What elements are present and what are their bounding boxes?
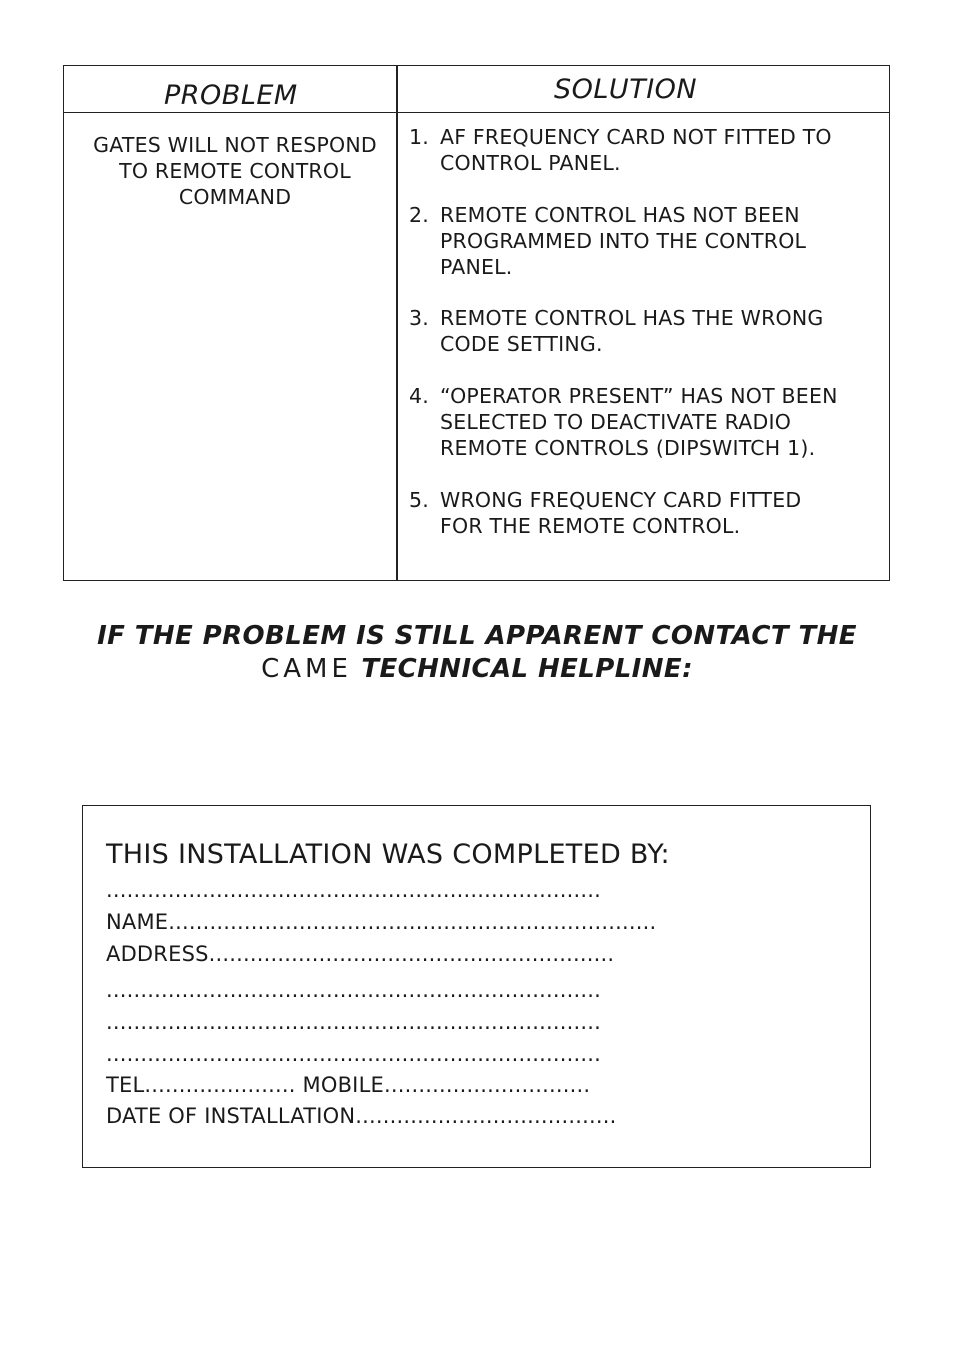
installation-title: THIS INSTALLATION WAS COMPLETED BY: (106, 839, 670, 870)
solution-line: REMOTE CONTROL HAS THE WRONG (440, 306, 824, 330)
solution-line: REMOTE CONTROLS (DIPSWITCH 1). (440, 436, 816, 460)
solution-header: SOLUTION (554, 74, 698, 105)
helpline-line-1: IF THE PROBLEM IS STILL APPARENT CONTACT THE (97, 621, 857, 651)
solution-number: 3. (409, 306, 429, 330)
tel-mobile-line: TEL...................... MOBILE.............................. (106, 1073, 591, 1097)
blank-line: ........................................................................ (106, 1042, 602, 1066)
blank-line: ........................................................................ (106, 878, 602, 902)
solution-item-1 (409, 124, 879, 176)
solution-line: CODE SETTING. (440, 332, 603, 356)
brand-name: CAME (261, 654, 352, 684)
solution-number: 2. (409, 203, 429, 227)
solution-line: “OPERATOR PRESENT” HAS NOT BEEN (440, 384, 838, 408)
solution-number: 5. (409, 488, 429, 512)
solution-line: FOR THE REMOTE CONTROL. (440, 514, 741, 538)
name-line: NAME....................................................................... (106, 910, 657, 934)
address-line: ADDRESS........................................................... (106, 942, 615, 966)
solution-number: 1. (409, 125, 429, 149)
solution-number: 4. (409, 384, 429, 408)
column-divider (396, 66, 398, 580)
solution-line: SELECTED TO DEACTIVATE RADIO (440, 410, 792, 434)
solution-item-3 (409, 305, 879, 357)
solution-line: REMOTE CONTROL HAS NOT BEEN (440, 203, 800, 227)
problem-line: GATES WILL NOT RESPOND (93, 133, 377, 157)
blank-line: ........................................................................ (106, 978, 602, 1002)
helpline-notice (0, 620, 954, 686)
solution-line: PANEL. (440, 255, 513, 279)
troubleshooting-table (63, 65, 890, 581)
problem-line: COMMAND (178, 185, 292, 209)
solution-line: PROGRAMMED INTO THE CONTROL (440, 229, 807, 253)
helpline-line-2 (0, 653, 954, 686)
date-of-installation-line: DATE OF INSTALLATION...................................... (106, 1104, 617, 1128)
problem-line: TO REMOTE CONTROL (119, 159, 351, 183)
solution-line: AF FREQUENCY CARD NOT FITTED TO (440, 125, 832, 149)
solution-item-5 (409, 487, 879, 539)
problem-header: PROBLEM (164, 80, 298, 111)
problem-description (74, 132, 396, 210)
installation-record-box (82, 805, 871, 1168)
helpline-text: TECHNICAL HELPLINE: (361, 654, 693, 684)
solution-item-2 (409, 202, 879, 280)
solution-line: WRONG FREQUENCY CARD FITTED (440, 488, 802, 512)
blank-line: ........................................................................ (106, 1010, 602, 1034)
header-divider (64, 112, 889, 113)
solution-item-4 (409, 383, 879, 461)
solution-line: CONTROL PANEL. (440, 151, 621, 175)
